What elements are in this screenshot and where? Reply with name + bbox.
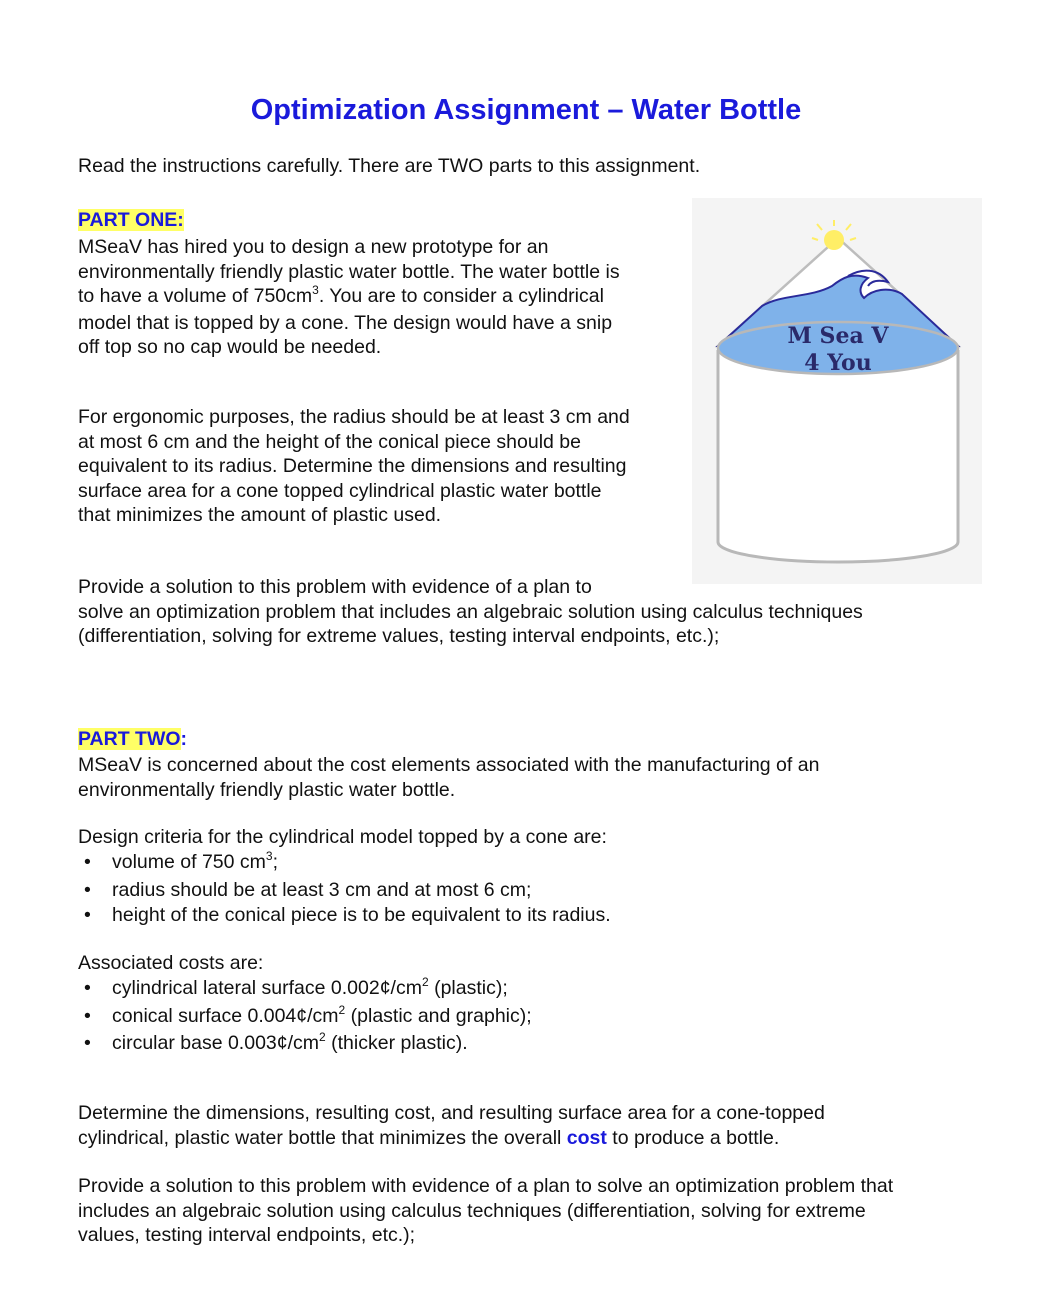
superscript: 2: [319, 1030, 326, 1044]
list-item: [78, 878, 611, 904]
text-line: includes an algebraic solution using calculus techniques (differentiation, solving for extreme: [78, 1199, 866, 1222]
text-line: For ergonomic purposes, the radius should be at least 3 cm and: [78, 406, 630, 428]
bullet-icon: •: [84, 977, 91, 999]
text-line: equivalent to its radius. Determine the dimensions and resulting: [78, 455, 627, 477]
text-line: surface area for a cone topped cylindrical plastic water bottle: [78, 479, 602, 502]
bullet-icon: •: [84, 904, 91, 926]
text-line: environmentally friendly plastic water bottle.: [78, 778, 456, 801]
cost-emphasis: cost: [566, 1126, 607, 1149]
part-one-paragraph-1: [78, 235, 620, 360]
superscript: 3: [312, 283, 319, 297]
costs-list: [78, 976, 532, 1059]
text-span: (plastic and graphic);: [345, 1004, 532, 1027]
superscript: 3: [265, 849, 273, 863]
bullet-icon: •: [84, 1032, 91, 1054]
part-one-paragraph-2: [78, 405, 630, 528]
superscript: 2: [421, 975, 429, 989]
text-span: to have a volume of 750cm: [78, 285, 313, 307]
part-one-label: PART ONE:: [78, 209, 184, 231]
text-span: . You are to consider a cylindrical: [318, 285, 604, 307]
bullet-icon: •: [84, 851, 91, 873]
determine-paragraph: [78, 1101, 825, 1150]
part-two-colon: :: [180, 728, 188, 750]
text-line: Determine the dimensions, resulting cost, and resulting surface area for a cone-topped: [78, 1102, 825, 1124]
logo-line-2: 4 You: [804, 350, 872, 376]
provide-paragraph: [78, 1174, 893, 1248]
bottle-cylinder: [718, 350, 958, 562]
text-line: solve an optimization problem that includes an algebraic solution using calculus techniques: [78, 600, 863, 623]
page-title: Optimization Assignment – Water Bottle: [250, 94, 802, 126]
text-span: ;: [272, 851, 279, 873]
text-span: to produce a bottle.: [606, 1126, 780, 1149]
text-line: MSeaV is concerned about the cost elements associated with the manufacturing of an: [78, 754, 820, 776]
logo-line-1: M Sea V: [787, 323, 889, 349]
text-span: circular base 0.003¢/cm: [112, 1032, 320, 1054]
intro-text: Read the instructions carefully. There are TWO parts to this assignment.: [78, 155, 701, 177]
list-item: [78, 1031, 532, 1059]
text-line: Provide a solution to this problem with evidence of a plan to solve an optimization problem that: [78, 1175, 894, 1197]
text-span: (thicker plastic).: [325, 1032, 468, 1054]
text-line: that minimizes the amount of plastic used.: [78, 504, 442, 526]
costs-intro: Associated costs are:: [78, 952, 264, 974]
text-span: (plastic);: [428, 977, 508, 999]
list-item: [78, 903, 611, 929]
text-line: off top so no cap would be needed.: [78, 336, 382, 358]
water-bottle-illustration: [692, 198, 982, 584]
list-item: [78, 1004, 532, 1032]
text-line: model that is topped by a cone. The design would have a snip: [78, 311, 613, 334]
text-span: volume of 750 cm: [112, 851, 266, 873]
part-one-heading: [78, 208, 184, 233]
text-span: cylindrical lateral surface 0.002¢/cm: [112, 977, 422, 999]
text-span: conical surface 0.004¢/cm: [112, 1004, 339, 1027]
text-line: at most 6 cm and the height of the conical piece should be: [78, 430, 581, 453]
text-line: values, testing interval endpoints, etc.);: [78, 1224, 416, 1246]
criteria-list: [78, 850, 611, 929]
part-two-label: PART TWO: [78, 728, 181, 750]
text-line: [78, 1126, 825, 1151]
part-two-paragraph-1: [78, 753, 819, 802]
sun-icon: [824, 230, 844, 250]
criteria-intro: Design criteria for the cylindrical model topped by a cone are:: [78, 826, 607, 848]
part-one-paragraph-3: [78, 575, 863, 649]
text-line: MSeaV has hired you to design a new prototype for an: [78, 236, 549, 258]
superscript: 2: [338, 1002, 346, 1017]
text-line: (differentiation, solving for extreme values, testing interval endpoints, etc.);: [78, 625, 720, 647]
text-span: height of the conical piece is to be equivalent to its radius.: [112, 904, 611, 926]
list-item: [78, 976, 532, 1004]
text-span: radius should be at least 3 cm and at most 6 cm;: [112, 878, 532, 901]
text-span: cylindrical, plastic water bottle that minimizes the overall: [78, 1126, 567, 1149]
text-line: [78, 284, 620, 311]
bullet-icon: •: [84, 1004, 91, 1027]
list-item: [78, 850, 611, 878]
part-two-heading: [78, 727, 187, 752]
text-line: environmentally friendly plastic water bottle. The water bottle is: [78, 260, 620, 283]
text-line: Provide a solution to this problem with evidence of a plan to: [78, 576, 592, 598]
bullet-icon: •: [84, 878, 91, 901]
